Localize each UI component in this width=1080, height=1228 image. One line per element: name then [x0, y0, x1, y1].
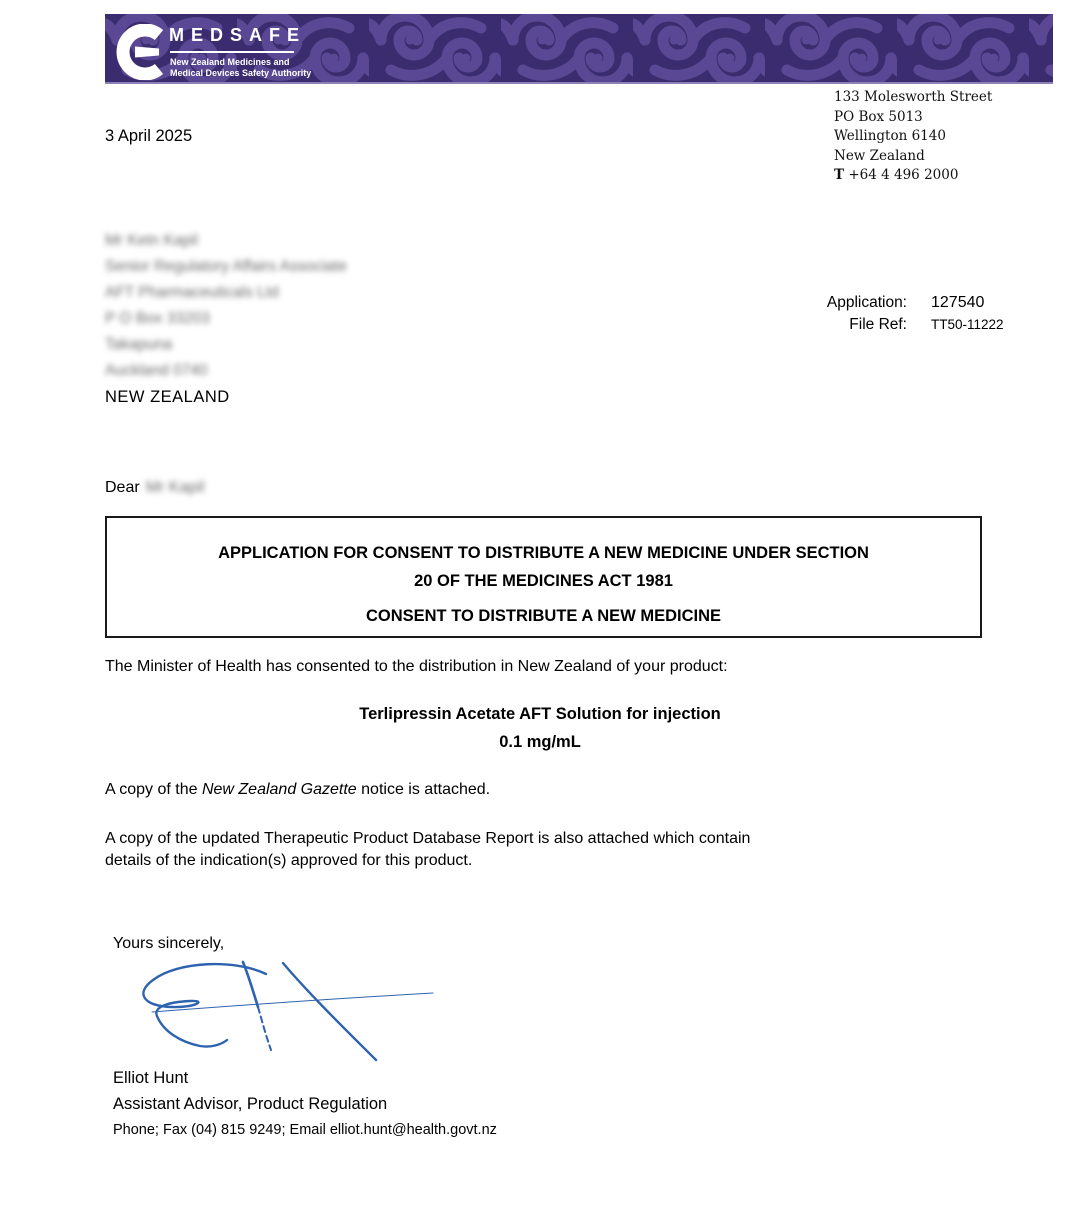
signatory-title: Assistant Advisor, Product Regulation	[113, 1095, 388, 1113]
medsafe-letterhead-banner	[105, 14, 1053, 84]
recipient-redacted-line: Takapuna	[105, 336, 173, 353]
recipient-address-block	[105, 228, 347, 410]
recipient-country: NEW ZEALAND	[105, 388, 230, 406]
subject-box	[105, 516, 982, 638]
subject-line-2: CONSENT TO DISTRIBUTE A NEW MEDICINE	[365, 607, 722, 625]
product-strength: 0.1 mg/mL	[499, 733, 581, 751]
salutation-line	[105, 479, 204, 497]
product-name-block	[0, 700, 1080, 756]
recipient-redacted-line: AFT Pharmaceuticals Ltd	[105, 284, 279, 301]
subject-text-1: APPLICATION FOR CONSENT TO DISTRIBUTE A NEW MEDICINE UNDER SECTION	[218, 544, 869, 562]
file-ref-label: File Ref:	[849, 316, 907, 333]
file-ref-number: TT50-11222	[931, 317, 1004, 332]
reference-block	[780, 294, 1004, 338]
phone-label: T	[834, 167, 845, 183]
recipient-redacted-line: Mr Ketn Kapil	[105, 232, 199, 249]
gazette-title: New Zealand Gazette	[201, 781, 357, 798]
recipient-redacted-line: Senior Regulatory Affairs Associate	[105, 258, 347, 275]
application-row	[780, 294, 1004, 312]
letter-date: 3 April 2025	[105, 127, 193, 145]
subject-text-2: 20 OF THE MEDICINES ACT 1981	[414, 572, 673, 590]
attachment-line-2: details of the indication(s) approved for this product.	[105, 851, 473, 869]
medsafe-koru-logo-icon	[113, 24, 171, 80]
recipient-redacted-line: Auckland 0740	[105, 362, 208, 379]
recipient-redacted-line: P O Box 33203	[105, 310, 210, 327]
medsafe-brand-name: MEDSAFE	[169, 25, 307, 45]
attachment-line-1: A copy of the updated Therapeutic Product Database Report is also attached which contain	[105, 830, 751, 847]
sender-phone-line	[834, 166, 992, 186]
tagline-line2: Medical Devices Safety Authority	[170, 68, 312, 78]
sender-address-line: New Zealand	[834, 147, 925, 164]
sender-address-block	[834, 88, 992, 186]
phone-number: +64 4 496 2000	[848, 167, 959, 183]
sender-address-line: 133 Molesworth Street	[834, 89, 993, 105]
subject-line-1	[107, 539, 980, 595]
handwritten-signature	[123, 953, 443, 1065]
application-number: 127540	[931, 294, 985, 311]
attachment-paragraph	[105, 828, 750, 871]
sender-address-line: PO Box 5013	[834, 108, 923, 125]
valediction: Yours sincerely,	[113, 935, 225, 952]
sender-address-line: Wellington 6140	[834, 128, 946, 144]
gazette-pre: A copy of the	[105, 781, 202, 798]
product-name: Terlipressin Acetate AFT Solution for injection	[359, 705, 721, 723]
consent-intro-paragraph: The Minister of Health has consented to the distribution in New Zealand of your product:	[105, 658, 728, 675]
file-ref-row	[780, 316, 1004, 334]
salutation-prefix: Dear	[105, 479, 140, 496]
signatory-name: Elliot Hunt	[113, 1069, 189, 1087]
brand-divider	[170, 51, 294, 53]
salutation-redacted-name: Mr Kapil	[145, 479, 205, 496]
tagline-line1: New Zealand Medicines and	[170, 57, 290, 67]
gazette-paragraph	[105, 779, 490, 800]
application-label: Application:	[826, 294, 907, 311]
gazette-post: notice is attached.	[356, 781, 491, 798]
signatory-contact-line: Phone; Fax (04) 815 9249; Email elliot.hunt@health.govt.nz	[113, 1122, 497, 1138]
